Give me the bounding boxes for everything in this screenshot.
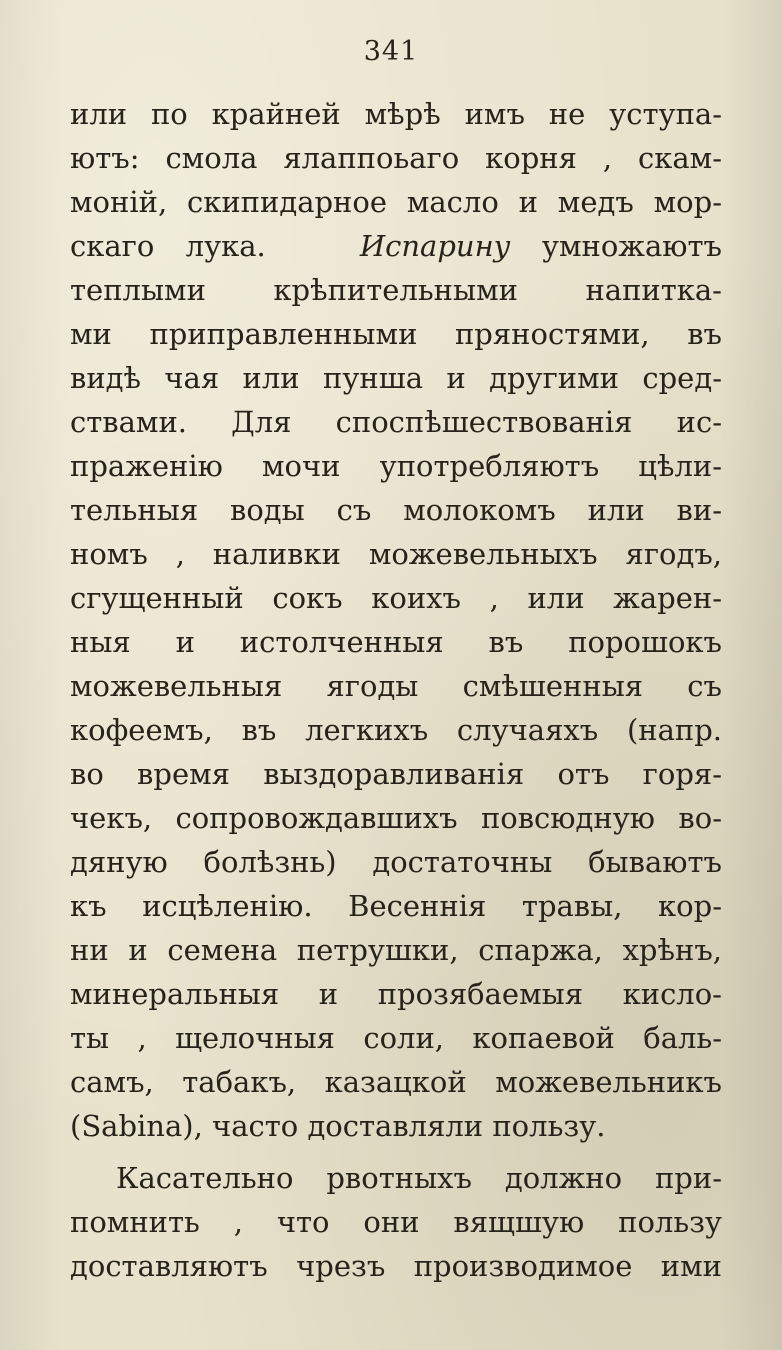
text-line: самъ, табакъ, казацкой можевельникъ [70,1065,722,1099]
text-segment: умножаютъ [541,229,722,263]
text-line: или по крайней мѣрѣ имъ не уступа- [70,97,722,131]
text-line: моній, скипидарное масло и медъ мор- [70,185,722,219]
page-number: 341 [363,36,419,67]
text-line: ни и семена петрушки, спаржа, хрѣнъ, [70,933,722,967]
text-line: кофеемъ, въ легкихъ случаяхъ (напр. [70,713,722,747]
text-line: помнить , что они вящшую пользу [70,1205,722,1239]
text-line: можевельныя ягоды смѣшенныя съ [70,669,722,703]
text-line: видѣ чая или пунша и другими сред- [70,361,722,395]
text-line: ютъ: смола ялаппоьаго корня , скам- [70,141,722,175]
text-line: теплыми крѣпительными напитка- [70,273,722,307]
text-line: сгущенный сокъ коихъ , или жарен- [70,581,722,615]
text-line-with-italic [70,224,722,268]
text-line: тельныя воды съ молокомъ или ви- [70,493,722,527]
text-line: ты , щелочныя соли, копаевой баль- [70,1021,722,1055]
text-line: во время выздоравливанія отъ горя- [70,757,722,791]
text-line: доставляютъ чрезъ производимое ими [70,1249,722,1283]
paragraph-start-line: Касательно рвотныхъ должно при- [116,1161,722,1195]
text-line: минеральныя и прозябаемыя кисло- [70,977,722,1011]
text-line: дяную болѣзнь) достаточны бываютъ [70,845,722,879]
italic-term: Испарину [359,229,511,263]
text-line: чекъ, сопровождавшихъ повсюдную во- [70,801,722,835]
text-line: къ исцѣленію. Весеннія травы, кор- [70,889,722,923]
text-line: ныя и истолченныя въ порошокъ [70,625,722,659]
text-segment: скаго лука. [70,229,266,263]
text-line: праженію мочи употребляютъ цѣли- [70,449,722,483]
body-text [70,92,722,1288]
text-line: номъ , наливки можевельныхъ ягодъ, [70,537,722,571]
text-line: (Sabina), часто доставляли пользу. [70,1109,606,1143]
text-line: ми приправленными пряностями, въ [70,317,722,351]
text-line: ствами. Для споспѣшествованія ис- [70,405,722,439]
